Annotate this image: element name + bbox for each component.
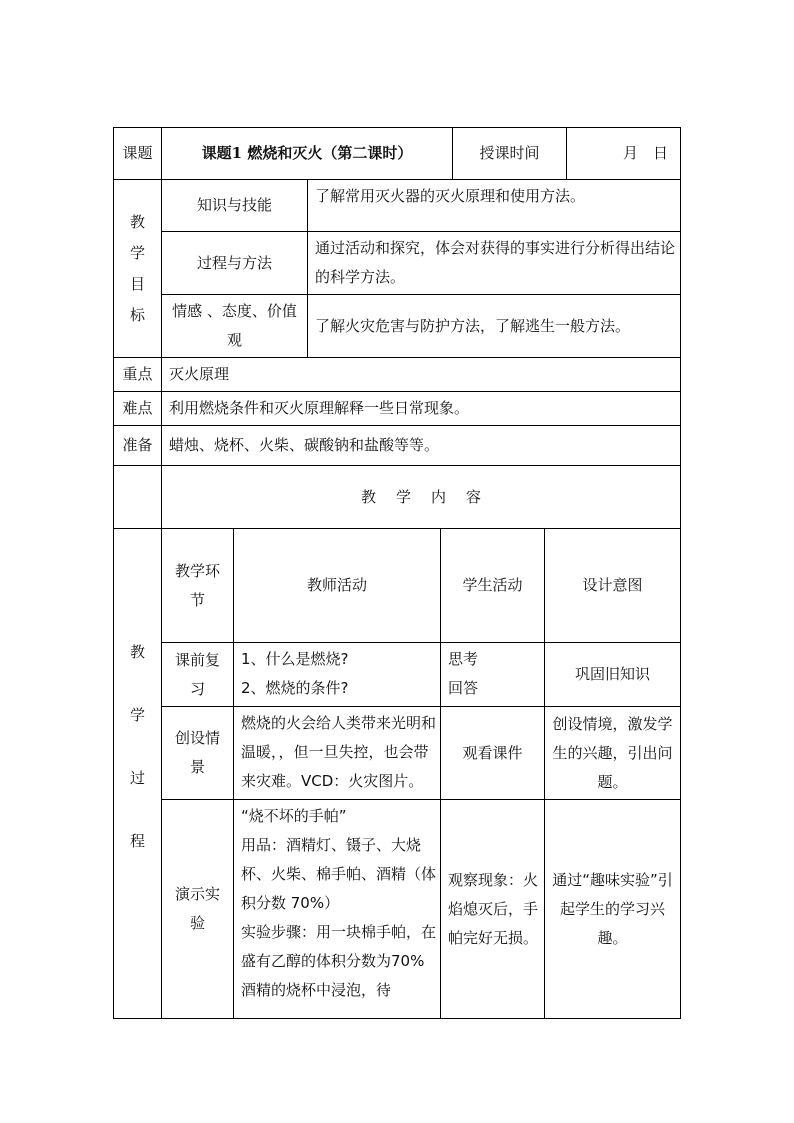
- teacher-demo-line: 实验步骤：用一块棉手帕，在盛有乙醇的体积分数为70%酒精的烧杯中浸泡，待: [241, 923, 437, 999]
- process-label-char: 教: [129, 643, 145, 661]
- intent-review: 巩固旧知识: [544, 642, 681, 707]
- difficulty-content: 利用燃烧条件和灭火原理解释一些日常现象。: [161, 391, 681, 426]
- objective-category-process: 过程与方法: [161, 231, 308, 295]
- content-header: 教学内容: [161, 465, 681, 529]
- student-demo: [440, 799, 545, 1019]
- time-value: 月 日: [566, 127, 681, 180]
- teacher-review-line: 1、什么是燃烧?: [241, 650, 349, 668]
- process-label-char: 过: [129, 769, 145, 787]
- objectives-label-char: 学: [129, 243, 145, 262]
- objective-content-knowledge: 了解常用灭火器的灭火原理和使用方法。: [307, 179, 681, 232]
- student-scenario-line: 观看课件: [462, 743, 523, 762]
- key-point-content: 灭火原理: [161, 357, 681, 392]
- teacher-review-line: 2、燃烧的条件?: [241, 679, 349, 697]
- teacher-scenario-line: 燃烧的火会给人类带来光明和温暖，，但一旦失控，也会带来灾难。VCD：火灾图片。: [241, 714, 437, 790]
- process-label-char: 学: [129, 706, 145, 724]
- key-point-label: 重点: [113, 357, 162, 392]
- column-header-stage: 教学环节: [161, 528, 234, 643]
- lesson-title: 课题1 燃烧和灭火（第二课时）: [161, 127, 453, 180]
- column-header-teacher: 教师活动: [233, 528, 441, 643]
- time-label: 授课时间: [452, 127, 567, 180]
- stage-scenario: 创设情景: [161, 706, 234, 800]
- content-header-blank: [113, 465, 162, 529]
- teacher-review: [233, 642, 441, 707]
- objective-category-attitude: 情感 、态度、价值观: [161, 294, 308, 358]
- intent-demo: 通过“趣味实验”引起学生的学习兴趣。: [544, 799, 681, 1019]
- student-scenario: [440, 706, 545, 800]
- intent-scenario: 创设情境，激发学生的兴趣，引出问题。: [544, 706, 681, 800]
- student-review: [440, 642, 545, 707]
- topic-label: 课题: [113, 127, 162, 180]
- student-review-line: 回答: [448, 679, 479, 697]
- student-demo-line: 观察现象：火焰熄灭后，手帕完好无损。: [448, 870, 539, 947]
- process-label-char: 程: [129, 832, 145, 850]
- process-label: [113, 528, 162, 1019]
- difficulty-label: 难点: [113, 391, 162, 426]
- teacher-demo: [233, 799, 441, 1019]
- objectives-label: [113, 179, 162, 358]
- objectives-label-char: 标: [129, 305, 145, 324]
- preparation-label: 准备: [113, 425, 162, 466]
- objective-content-process: 通过活动和探究，体会对获得的事实进行分析得出结论的科学方法。: [307, 231, 681, 295]
- column-header-student: 学生活动: [440, 528, 545, 643]
- student-review-line: 思考: [448, 650, 479, 668]
- preparation-content: 蜡烛、烧杯、火柴、碳酸钠和盐酸等等。: [161, 425, 681, 466]
- stage-demo: 演示实验: [161, 799, 234, 1019]
- teacher-demo-line: 用品：酒精灯、镊子、大烧杯、火柴、棉手帕、酒精（体积分数 70%）: [241, 836, 437, 912]
- stage-review: 课前复习: [161, 642, 234, 707]
- objectives-label-char: 教: [129, 212, 145, 231]
- objectives-label-char: 目: [129, 274, 145, 293]
- objective-content-attitude: 了解火灾危害与防护方法，了解逃生一般方法。: [307, 294, 681, 358]
- column-header-intent: 设计意图: [544, 528, 681, 643]
- objective-category-knowledge: 知识与技能: [161, 179, 308, 232]
- teacher-demo-line: “烧不坏的手帕”: [241, 807, 347, 825]
- teacher-scenario: [233, 706, 441, 800]
